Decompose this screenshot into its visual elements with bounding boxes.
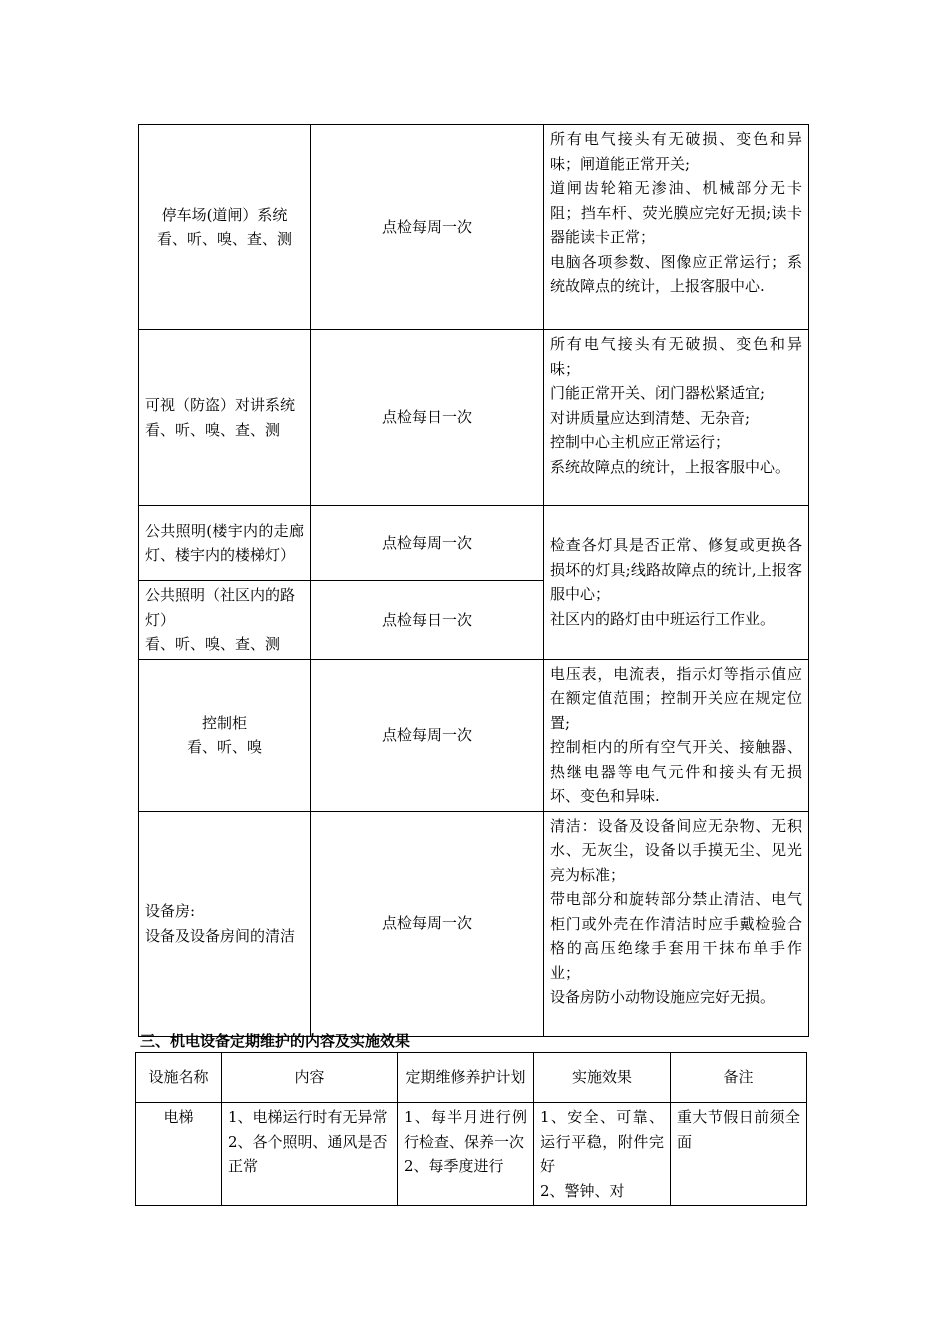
note-cell: 重大节假日前须全面 [671,1103,807,1206]
effect-line: 2、警钟、对 [540,1181,625,1200]
table-row [139,659,809,811]
content-cell [222,1103,398,1206]
facility-name-cell [139,506,311,581]
content-line: 2、各个照明、通风是否正常 [228,1132,388,1175]
facility-name-line: 停车场(道闸）系统 [161,205,288,224]
standard-line: 电脑各项参数、图像应正常运行；系统故障点的统计，上报客服中心. [550,252,802,295]
inspection-table [138,124,809,1037]
standard-cell [544,125,809,330]
frequency-cell: 点检每周一次 [311,125,544,330]
facility-method-line: 看、听、嗅、查、测 [156,230,292,248]
table-header-row [136,1053,807,1103]
table-row [139,811,809,1036]
facility-method-line: 看、听、嗅、查、测 [145,635,281,653]
standard-line: 门能正常开关、闭门器松紧适宜; [550,384,766,402]
standard-line: 带电部分和旋转部分禁止清洁、电气柜门或外壳在作清洁时应手戴检验合格的高压绝缘手套用干抹布单手作业； [550,890,802,982]
standard-line: 对讲质量应达到清楚、无杂音; [550,408,751,427]
standard-line: 控制中心主机应正常运行； [550,433,731,451]
effect-line: 1、安全、可靠、运行平稳，附件完好 [540,1108,664,1175]
column-header: 内容 [222,1053,398,1103]
column-header: 实施效果 [534,1053,671,1103]
facility-name-cell [139,125,311,330]
plan-line: 1、每半月进行例行检查、保养一次 [404,1108,527,1151]
section-heading: 三、机电设备定期维护的内容及实施效果 [140,1032,411,1050]
plan-cell [398,1103,534,1206]
frequency-cell: 点检每周一次 [311,659,544,811]
facility-name-cell [139,659,311,811]
frequency-cell: 点检每日一次 [311,581,544,660]
facility-name-line: 公共照明(楼宇内的走廊灯、楼宇内的楼梯灯） [145,521,304,564]
facility-method-line: 设备及设备房间的清洁 [145,926,296,945]
facility-name-line: 设备房: [145,902,196,920]
plan-line: 2、每季度进行 [404,1157,504,1175]
facility-method-line: 看、听、嗅 [186,738,262,756]
content-line: 1、电梯运行时有无异常 [228,1108,388,1126]
standard-line: 所有电气接头有无破损、变色和异味；闸道能正常开关; [550,130,802,173]
table-row [139,125,809,330]
standard-line: 设备房防小动物设施应完好无损。 [550,988,776,1006]
facility-name-line: 可视（防盗）对讲系统 [145,396,296,414]
maintenance-table [135,1052,807,1206]
facility-name-line: 控制柜 [201,713,247,732]
table-row [136,1103,807,1206]
standard-line: 控制柜内的所有空气开关、接触器、热继电器等电气元件和接头有无损坏、变色和异味. [550,738,802,805]
facility-name-cell [139,581,311,660]
standard-cell [544,659,809,811]
standard-line: 社区内的路灯由中班运行工作业。 [550,609,776,628]
facility-name-cell [139,811,311,1036]
standard-cell [544,330,809,506]
standard-line: 系统故障点的统计，上报客服中心。 [550,457,791,476]
frequency-cell: 点检每周一次 [311,811,544,1036]
standard-cell [544,506,809,660]
facility-name-cell: 电梯 [136,1103,222,1206]
column-header: 定期维修养护计划 [398,1053,534,1103]
facility-method-line: 看、听、嗅、查、测 [145,420,281,439]
standard-line: 电压表，电流表，指示灯等指示值应在额定值范围；控制开关应在规定位置; [550,664,802,732]
standard-line: 检查各灯具是否正常、修复或更换各损坏的灯具;线路故障点的统计,上报客服中心； [550,536,802,604]
frequency-cell: 点检每周一次 [311,506,544,581]
column-header: 备注 [671,1053,807,1103]
standard-line: 道闸齿轮箱无渗油、机械部分无卡阻；挡车杆、荧光膜应完好无损;读卡器能读卡正常； [550,179,802,246]
standard-cell [544,811,809,1036]
frequency-cell: 点检每日一次 [311,330,544,506]
facility-name-line: 公共照明（社区内的路灯） [145,586,296,629]
facility-name-cell [139,330,311,506]
table-row [139,330,809,506]
effect-cell [534,1103,671,1206]
standard-line: 清洁：设备及设备间应无杂物、无积水、无灰尘，设备以手摸无尘、见光亮为标准； [550,816,802,884]
column-header: 设施名称 [136,1053,222,1103]
table-row [139,506,809,581]
standard-line: 所有电气接头有无破损、变色和异味； [550,335,802,378]
